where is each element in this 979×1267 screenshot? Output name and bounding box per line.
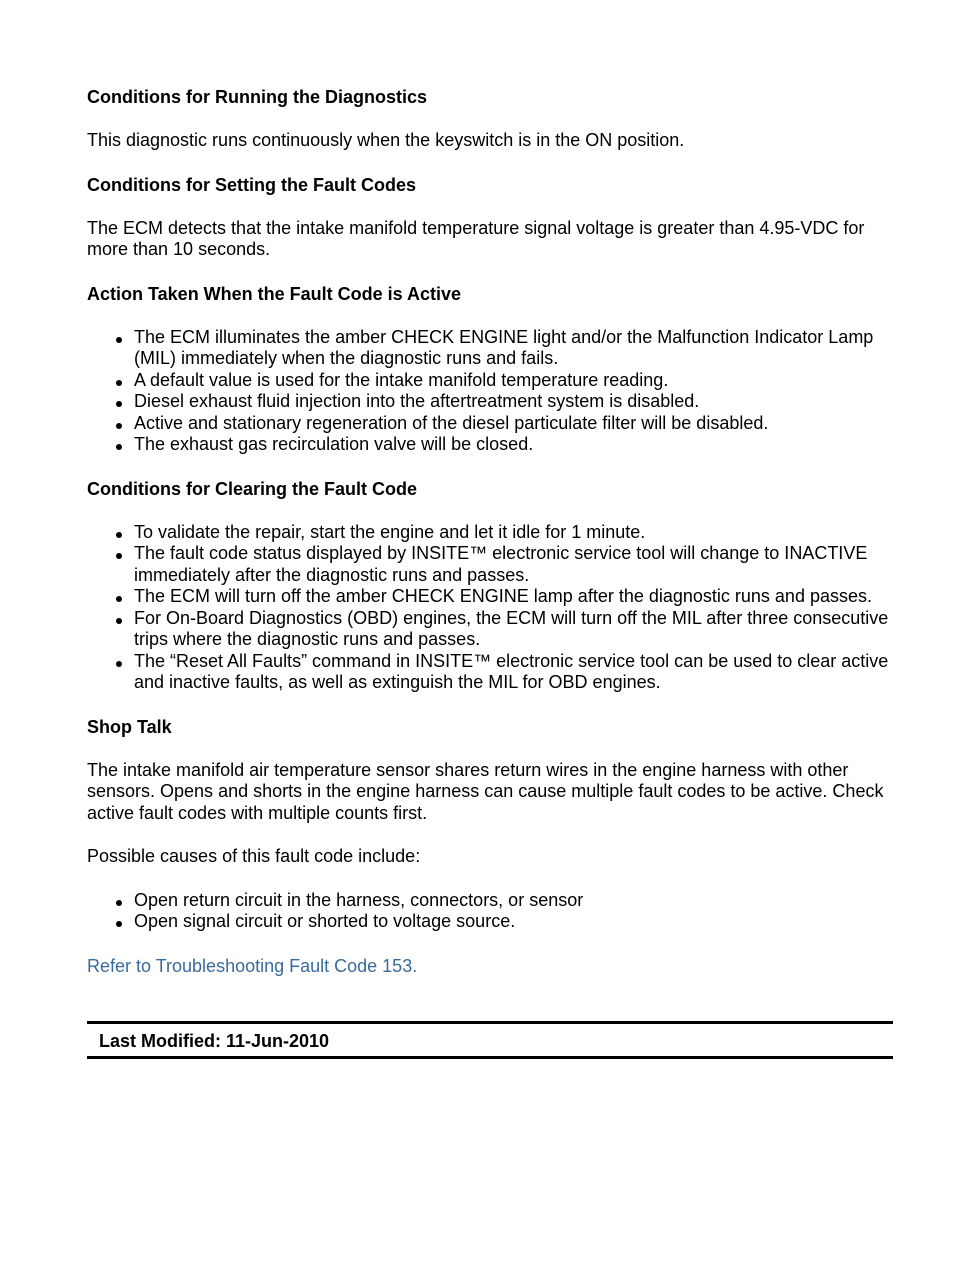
list-item: Diesel exhaust fluid injection into the aftertreatment system is disabled. (87, 391, 897, 413)
list-item: Open signal circuit or shorted to voltage source. (87, 911, 897, 933)
clearing-list (87, 522, 897, 694)
bullet-icon (116, 380, 122, 386)
bullet-icon (116, 553, 122, 559)
bullet-icon (116, 444, 122, 450)
footer-bar (87, 1021, 893, 1059)
paragraph-possible-causes: Possible causes of this fault code include: (87, 846, 421, 866)
list-item: The exhaust gas recirculation valve will be closed. (87, 434, 897, 456)
bullet-icon (116, 921, 122, 927)
list-item: For On-Board Diagnostics (OBD) engines, the ECM will turn off the MIL after three consecutive trips where the diagnostic runs and passes. (87, 608, 897, 651)
list-item: The fault code status displayed by INSITE™ electronic service tool will change to INACTIVE immediately after the diagnostic runs and passes. (87, 543, 897, 586)
list-item: The ECM will turn off the amber CHECK ENGINE lamp after the diagnostic runs and passes. (87, 586, 897, 608)
list-item: A default value is used for the intake manifold temperature reading. (87, 370, 897, 392)
list-item: To validate the repair, start the engine and let it idle for 1 minute. (87, 522, 897, 544)
list-item: Active and stationary regeneration of the diesel particulate filter will be disabled. (87, 413, 897, 435)
heading-conditions-clearing: Conditions for Clearing the Fault Code (87, 478, 417, 499)
list-item: The ECM illuminates the amber CHECK ENGINE light and/or the Malfunction Indicator Lamp (MIL) immediately when the diagnostic runs and fails. (87, 327, 897, 370)
bullet-icon (116, 532, 122, 538)
bullet-icon (116, 401, 122, 407)
document-content (87, 86, 897, 999)
paragraph-running-diagnostic: This diagnostic runs continuously when the keyswitch is in the ON position. (87, 130, 685, 150)
bullet-icon (116, 661, 122, 667)
possible-causes-list (87, 890, 897, 933)
heading-conditions-running: Conditions for Running the Diagnostics (87, 87, 427, 107)
bullet-icon (116, 900, 122, 906)
list-item: The “Reset All Faults” command in INSITE™ electronic service tool can be used to clear active and inactive faults, as well as extinguish the MIL for OBD engines. (87, 651, 897, 694)
bullet-icon (116, 596, 122, 602)
action-taken-list (87, 327, 897, 456)
bullet-icon (116, 337, 122, 343)
heading-action-taken: Action Taken When the Fault Code is Active (87, 283, 462, 304)
bullet-icon (116, 423, 122, 429)
paragraph-shop-talk: The intake manifold air temperature sensor shares return wires in the engine harness with other sensors. Opens and shorts in the engine harness can cause multiple fault codes to be active. Check active fault codes with multiple counts first. (87, 759, 884, 823)
list-item: Open return circuit in the harness, connectors, or sensor (87, 890, 897, 912)
troubleshooting-link[interactable]: Refer to Troubleshooting Fault Code 153. (87, 955, 418, 976)
bullet-icon (116, 618, 122, 624)
last-modified: Last Modified: 11-Jun-2010 (99, 1031, 330, 1051)
heading-conditions-setting: Conditions for Setting the Fault Codes (87, 174, 416, 195)
paragraph-setting-fault: The ECM detects that the intake manifold temperature signal voltage is greater than 4.95-VDC for more than 10 seconds. (87, 217, 865, 259)
heading-shop-talk: Shop Talk (87, 716, 172, 737)
